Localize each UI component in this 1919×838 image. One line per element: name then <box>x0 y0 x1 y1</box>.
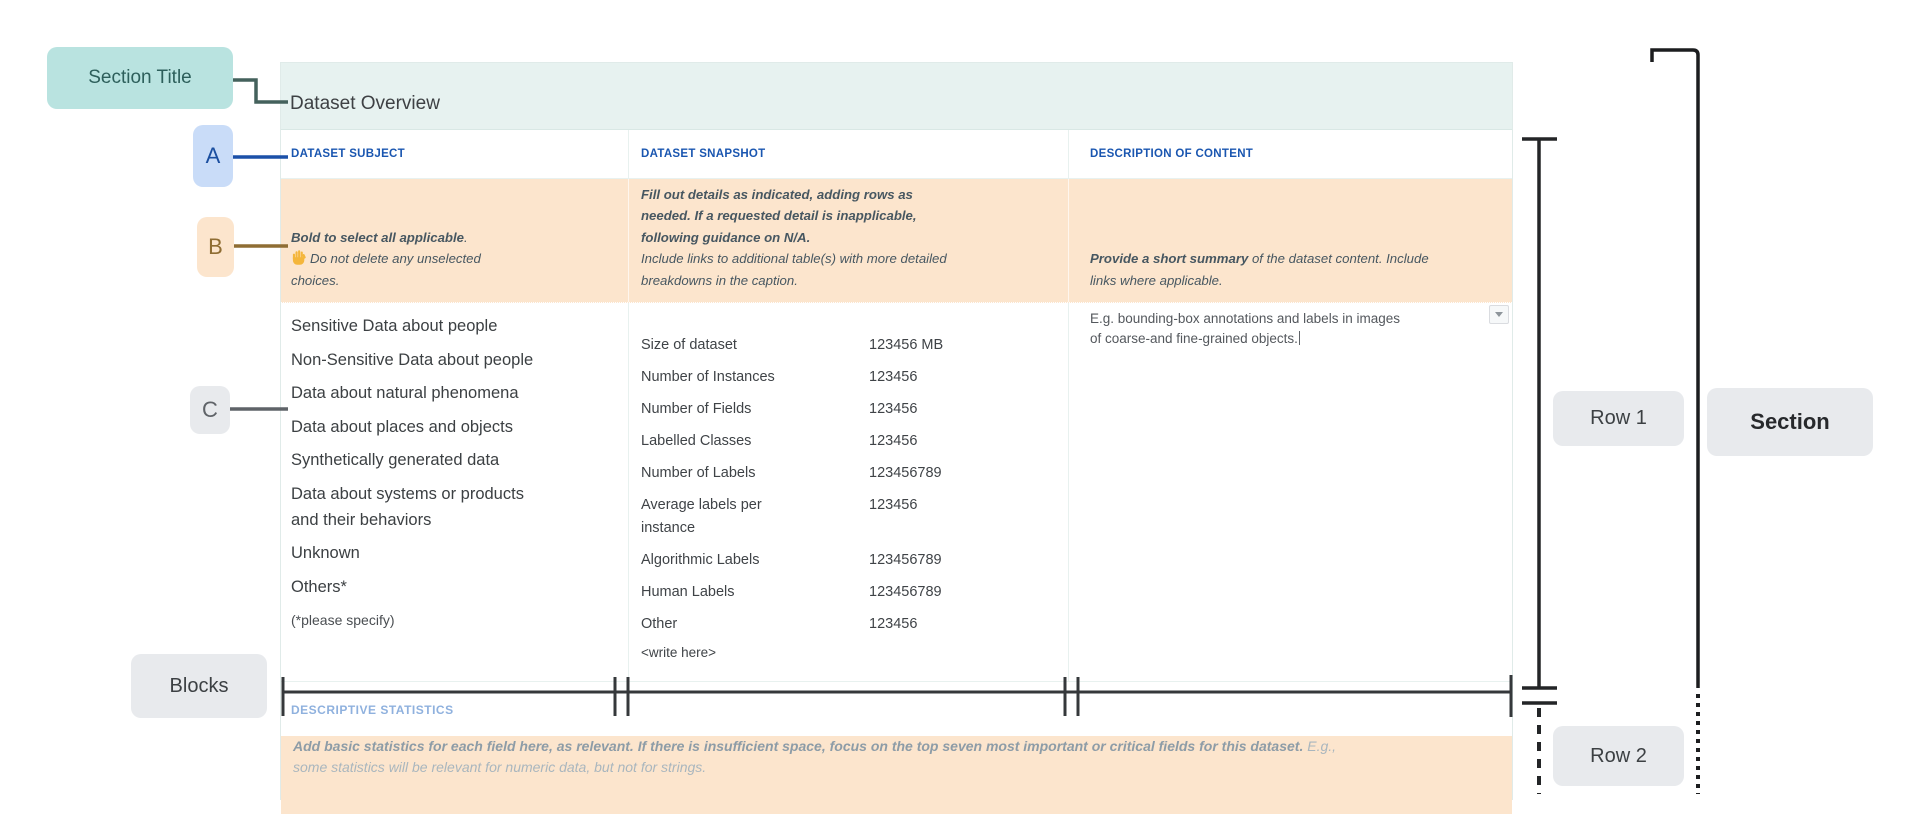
column-header-row <box>281 130 1512 179</box>
guidance-subject-line: Bold to select all applicable. <box>291 229 468 245</box>
guidance-subject-note: Do not delete any unselected choices. <box>291 251 481 288</box>
stat-row: Number of Labels 123456789 <box>641 465 942 481</box>
callout-b: B <box>197 217 234 277</box>
stat-row: Size of dataset 123456 MB <box>641 337 944 353</box>
snapshot-stats-table <box>629 303 1068 660</box>
stat-row: Average labels per instance 123456 <box>641 497 918 536</box>
stat-row: Algorithmic Labels 123456789 <box>641 552 942 568</box>
callout-c: C <box>190 386 230 434</box>
descriptive-statistics-header-row <box>281 681 1512 723</box>
subject-option[interactable]: Data about natural phenomena <box>291 384 519 402</box>
stat-row: Number of Instances 123456 <box>641 369 918 385</box>
subject-option[interactable]: Data about places and objects <box>291 417 513 436</box>
guidance-cell-description: Provide a short summary of the dataset content. Include links where applicable. <box>1090 251 1429 288</box>
callout-section-title: Section Title <box>47 47 233 109</box>
column-header-description-of-content: DESCRIPTION OF CONTENT <box>1069 130 1512 179</box>
stat-row: Human Labels 123456789 <box>641 584 942 600</box>
content-row <box>281 303 1512 681</box>
guidance-cell-subject <box>281 179 629 302</box>
callout-row-1: Row 1 <box>1553 391 1684 446</box>
guidance-cell-snapshot: Fill out details as indicated, adding rows as needed. If a requested detail is inapplicable, following guidance on N/A. Include links to additional table(s) with more detailed breakdowns in the caption. <box>629 179 1069 302</box>
section-title-text: Dataset Overview <box>290 93 440 114</box>
subject-option-footnote: (*please specify) <box>291 612 395 628</box>
row2-bracket <box>1522 703 1557 794</box>
subject-option[interactable]: Unknown <box>291 544 360 562</box>
callout-blocks: Blocks <box>131 654 267 718</box>
subject-option[interactable]: Synthetically generated data <box>291 451 500 469</box>
subject-option[interactable]: Others* <box>291 577 347 596</box>
descriptive-statistics-guidance-row: Add basic statistics for each field here, as relevant. If there is insufficient space, focus on the top seven most important or critical fields for this dataset. E.g., some statistics will be relevant for numeric data, but not for strings. <box>281 736 1512 814</box>
callout-section: Section <box>1707 388 1873 456</box>
dataset-overview-sheet <box>280 62 1513 800</box>
snapshot-stats-cell[interactable] <box>629 303 1069 681</box>
text-cursor <box>1299 331 1301 345</box>
descriptive-statistics-header: DESCRIPTIVE STATISTICS <box>291 703 454 717</box>
row1-bracket <box>1522 139 1557 688</box>
description-cell[interactable] <box>1069 303 1512 681</box>
dropdown-arrow-icon[interactable] <box>1489 305 1509 324</box>
write-here-placeholder[interactable]: <write here> <box>641 645 717 660</box>
subject-options-list <box>291 313 553 633</box>
raised-hand-icon <box>291 249 307 265</box>
subject-option[interactable]: Sensitive Data about people <box>291 317 498 335</box>
callout-row-2: Row 2 <box>1553 726 1684 786</box>
column-header-dataset-snapshot: DATASET SNAPSHOT <box>629 130 1069 179</box>
subject-option[interactable]: Data about systems or products and their behaviors <box>291 484 524 529</box>
stat-row: Number of Fields 123456 <box>641 401 918 417</box>
guidance-row <box>281 179 1512 303</box>
stat-row: Other 123456 <box>641 616 918 632</box>
section-title-bar <box>281 63 1512 130</box>
stat-row: Labelled Classes 123456 <box>641 433 918 449</box>
subject-option[interactable]: Non-Sensitive Data about people <box>291 350 534 369</box>
subject-options-cell[interactable] <box>281 303 629 681</box>
callout-a: A <box>193 125 233 187</box>
description-example-text: E.g. bounding-box annotations and labels in images of coarse-and fine-grained objects. <box>1090 311 1400 346</box>
column-header-dataset-subject: DATASET SUBJECT <box>281 130 629 179</box>
